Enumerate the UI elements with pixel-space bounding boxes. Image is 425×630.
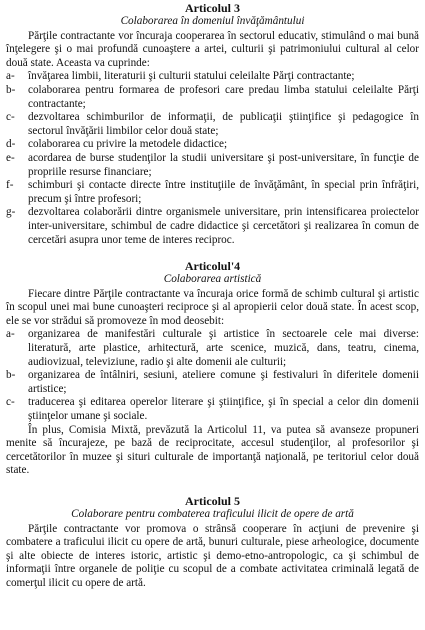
article-5 [6, 494, 419, 591]
list-item [6, 84, 419, 111]
list-marker: b- [6, 369, 16, 382]
list-item-text: acordarea de burse studenţilor la studii universitare şi post-universitare, în funcţie de propriile resurse financiare; [28, 151, 419, 178]
article-3-list [6, 70, 419, 247]
list-item [6, 152, 419, 179]
list-marker: a- [6, 328, 15, 341]
list-item [6, 70, 419, 84]
list-marker: b- [6, 83, 16, 96]
list-item [6, 138, 419, 152]
article-4-list [6, 328, 419, 423]
article-4-title: Articolul'4 [184, 259, 241, 274]
article-3-intro: Părţile contractante vor încuraja cooperarea în sectorul educativ, stimulând o mai bună înţelegere şi o mai profundă cunoaştere a artei, culturii şi patrimoniului cultural al celor două state. Aceasta va cuprinde: [6, 29, 419, 69]
list-marker: e- [6, 151, 15, 164]
article-5-intro: Părţile contractante vor promova o strânsă cooperare în acţiuni de prevenire şi combatere a traficului ilicit cu opere de artă, bunuri culturale, piese arheologice, documente şi alte obiecte de interes istoric, artistic şi demo-etno-antropologic, ca şi schimbul de informaţii între organele de poliţie cu scopul de a combate activitatea criminală legată de comerţul ilicit cu opere de artă. [6, 522, 419, 589]
list-marker: c- [6, 111, 15, 124]
list-item [6, 396, 419, 423]
list-item-text: colaborarea pentru formarea de profesori care predau limba statului celeilalte Părţi contractante; [28, 83, 419, 110]
article-4-intro: Fiecare dintre Părţile contractante va încuraja orice formă de schimb cultural şi artistic în scopul unei mai bune cunoaşteri reciproce şi al apropierii celor două state. În acest scop, ele se vor strădui să promoveze în mod deosebit: [6, 287, 419, 327]
article-4-closing: În plus, Comisia Mixtă, prevăzută la Articolul 11, va putea să avanseze propuneri menite să încurajeze, pe bază de reciprocitate, accesul studenţilor, al profesorilor şi cercetătorilor în muzee şi situri culturale de importanţă naţională, pe teritoriul celor două state. [6, 423, 419, 477]
list-item-text: organizarea de manifestări culturale şi artistice în sectoarele cele mai diverse: literatură, arte plastice, arhitectură, arte scenice, muzică, dans, teatru, cinema, audiovizual, televiziune, radio şi alte domenii ale culturii; [28, 328, 419, 368]
list-marker: d- [6, 138, 16, 151]
article-5-title: Articolul 5 [185, 494, 240, 508]
list-marker: f- [6, 179, 14, 192]
list-marker: c- [6, 396, 15, 409]
list-item [6, 111, 419, 138]
list-marker: a- [6, 70, 15, 83]
list-item-text: dezvoltarea colaborării dintre organismele universitare, prin intensificarea proiectelor inter-universitare, schimbul de cadre didactice şi cercetători şi realizarea în comun de cercetări asupra unor teme de interes reciproc. [28, 206, 419, 246]
list-item-text: învăţarea limbii, literaturii şi culturii statului celeilalte Părţi contractante; [28, 70, 355, 83]
list-item [6, 369, 419, 396]
article-3 [6, 1, 419, 247]
list-item [6, 206, 419, 247]
article-5-subtitle: Colaborare pentru combaterea traficului ilicit de opere de artă [71, 508, 354, 520]
article-4 [6, 259, 419, 478]
list-marker: g- [6, 206, 16, 219]
list-item [6, 179, 419, 206]
list-item-text: traducerea şi editarea operelor literare şi ştiinţifice, şi în special a celor din domenii ştiinţelor umane şi sociale. [28, 396, 419, 423]
article-3-title: Articolul 3 [185, 1, 240, 15]
article-4-subtitle: Colaborarea artistică [163, 273, 262, 286]
list-item-text: organizarea de întâlniri, sesiuni, ateliere comune şi festivaluri în diferitele domenii artistice; [28, 369, 419, 395]
list-item [6, 328, 419, 369]
list-item-text: colaborarea cu privire la metodele didactice; [28, 138, 228, 151]
article-3-subtitle: Colaborarea în domeniul învăţământului [120, 15, 305, 27]
list-item-text: dezvoltarea schimburilor de informaţii, de publicaţii ştiinţifice şi pedagogice în sectorul învăţării limbilor celor două state; [28, 111, 419, 137]
list-item-text: schimburi şi contacte directe între instituţiile de învăţământ, în special prin înfrăţiri, precum şi între profesori; [28, 179, 419, 205]
